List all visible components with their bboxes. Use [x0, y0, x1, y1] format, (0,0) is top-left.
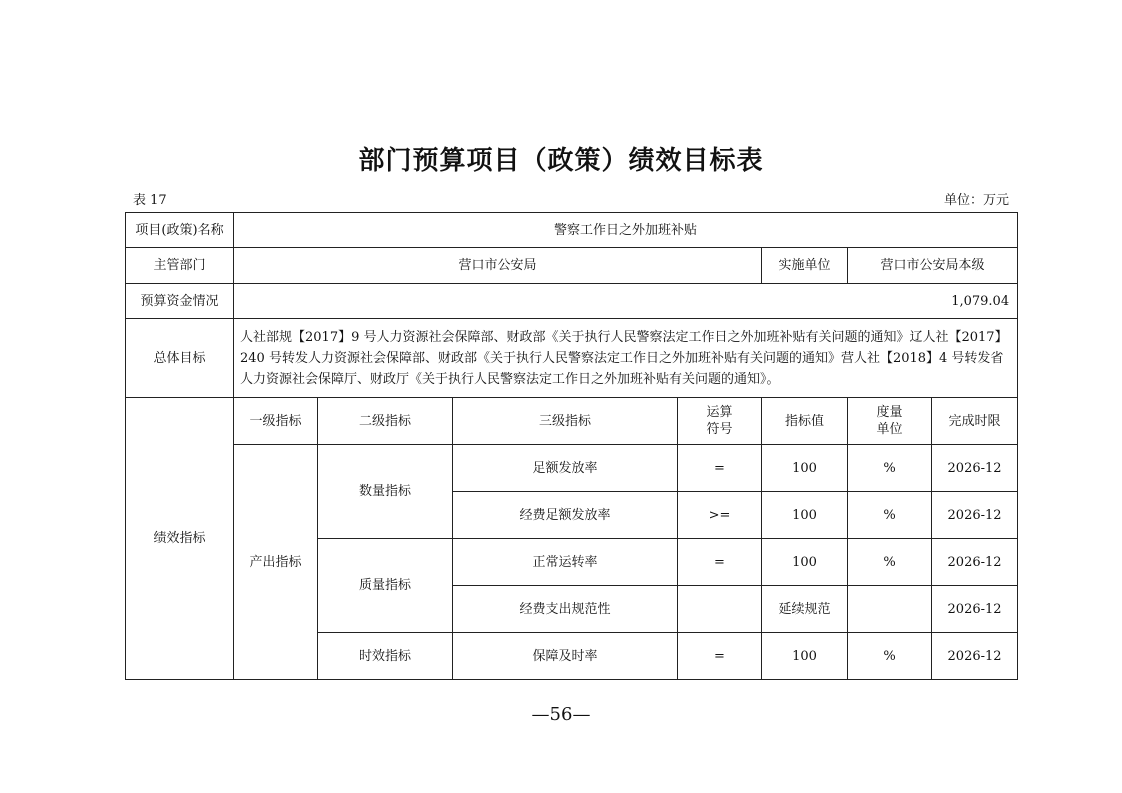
table-number: 表 17: [133, 193, 167, 208]
row-value: 100: [762, 492, 848, 539]
row-unit: %: [848, 633, 932, 680]
row-operator: [678, 586, 762, 633]
header-value: 指标值: [762, 398, 848, 445]
table-row: [126, 445, 1018, 492]
project-name-row: [126, 213, 1018, 248]
row-operator: =: [678, 445, 762, 492]
project-name-label: 项目(政策)名称: [126, 213, 234, 248]
department-row: [126, 248, 1018, 284]
row-deadline: 2026-12: [932, 539, 1018, 586]
performance-target-table: [125, 212, 1018, 680]
row-value: 100: [762, 633, 848, 680]
header-level2: 二级指标: [318, 398, 453, 445]
row-name: 正常运转率: [453, 539, 678, 586]
header-unit-line2: 单位: [876, 422, 903, 437]
row-unit: %: [848, 539, 932, 586]
department-label: 主管部门: [126, 248, 234, 284]
page-number: —56—: [531, 704, 591, 725]
header-operator-line2: 符号: [706, 422, 733, 437]
row-unit: [848, 586, 932, 633]
level2-timeliness-indicator: 时效指标: [318, 633, 453, 680]
row-deadline: 2026-12: [932, 586, 1018, 633]
header-level1: 一级指标: [234, 398, 318, 445]
implementing-unit-label: 实施单位: [762, 248, 848, 284]
row-name: 足额发放率: [453, 445, 678, 492]
row-value: 延续规范: [762, 586, 848, 633]
row-deadline: 2026-12: [932, 445, 1018, 492]
row-unit: %: [848, 492, 932, 539]
unit-label: 单位：万元: [943, 193, 1009, 208]
department-value: 营口市公安局: [234, 248, 762, 284]
project-name-value: 警察工作日之外加班补贴: [234, 213, 1018, 248]
budget-label: 预算资金情况: [126, 284, 234, 319]
page-title: 部门预算项目（政策）绩效目标表: [358, 146, 764, 176]
header-unit: [848, 398, 932, 445]
overall-goal-text: 人社部规【2017】9 号人力资源社会保障部、财政部《关于执行人民警察法定工作日之外加班补贴有关问题的通知》辽人社【2017】240 号转发人力资源社会保障部、财政部《关于执行人民警察法定工作日之外加班补贴有关问题的通知》营人社【2018】4 号转发省人力资源社会保障厅、财政厅《关于执行人民警察法定工作日之外加班补贴有关问题的通知》。: [234, 319, 1018, 398]
header-level3: 三级指标: [453, 398, 678, 445]
budget-value: 1,079.04: [234, 284, 1018, 319]
row-operator: =: [678, 633, 762, 680]
indicator-header-row: [126, 398, 1018, 445]
row-value: 100: [762, 539, 848, 586]
header-unit-line1: 度量: [876, 405, 903, 420]
header-operator: [678, 398, 762, 445]
overall-goal-label: 总体目标: [126, 319, 234, 398]
level2-quantity-indicator: 数量指标: [318, 445, 453, 539]
implementing-unit-value: 营口市公安局本级: [848, 248, 1018, 284]
header-deadline: 完成时限: [932, 398, 1018, 445]
row-unit: %: [848, 445, 932, 492]
budget-row: [126, 284, 1018, 319]
row-name: 保障及时率: [453, 633, 678, 680]
level2-quality-indicator: 质量指标: [318, 539, 453, 633]
performance-indicators-label: 绩效指标: [126, 398, 234, 680]
overall-goal-row: [126, 319, 1018, 398]
level1-output-indicator: 产出指标: [234, 445, 318, 680]
row-name: 经费足额发放率: [453, 492, 678, 539]
row-value: 100: [762, 445, 848, 492]
row-operator: >=: [678, 492, 762, 539]
row-operator: =: [678, 539, 762, 586]
row-deadline: 2026-12: [932, 633, 1018, 680]
row-name: 经费支出规范性: [453, 586, 678, 633]
header-operator-line1: 运算: [706, 405, 733, 420]
row-deadline: 2026-12: [932, 492, 1018, 539]
